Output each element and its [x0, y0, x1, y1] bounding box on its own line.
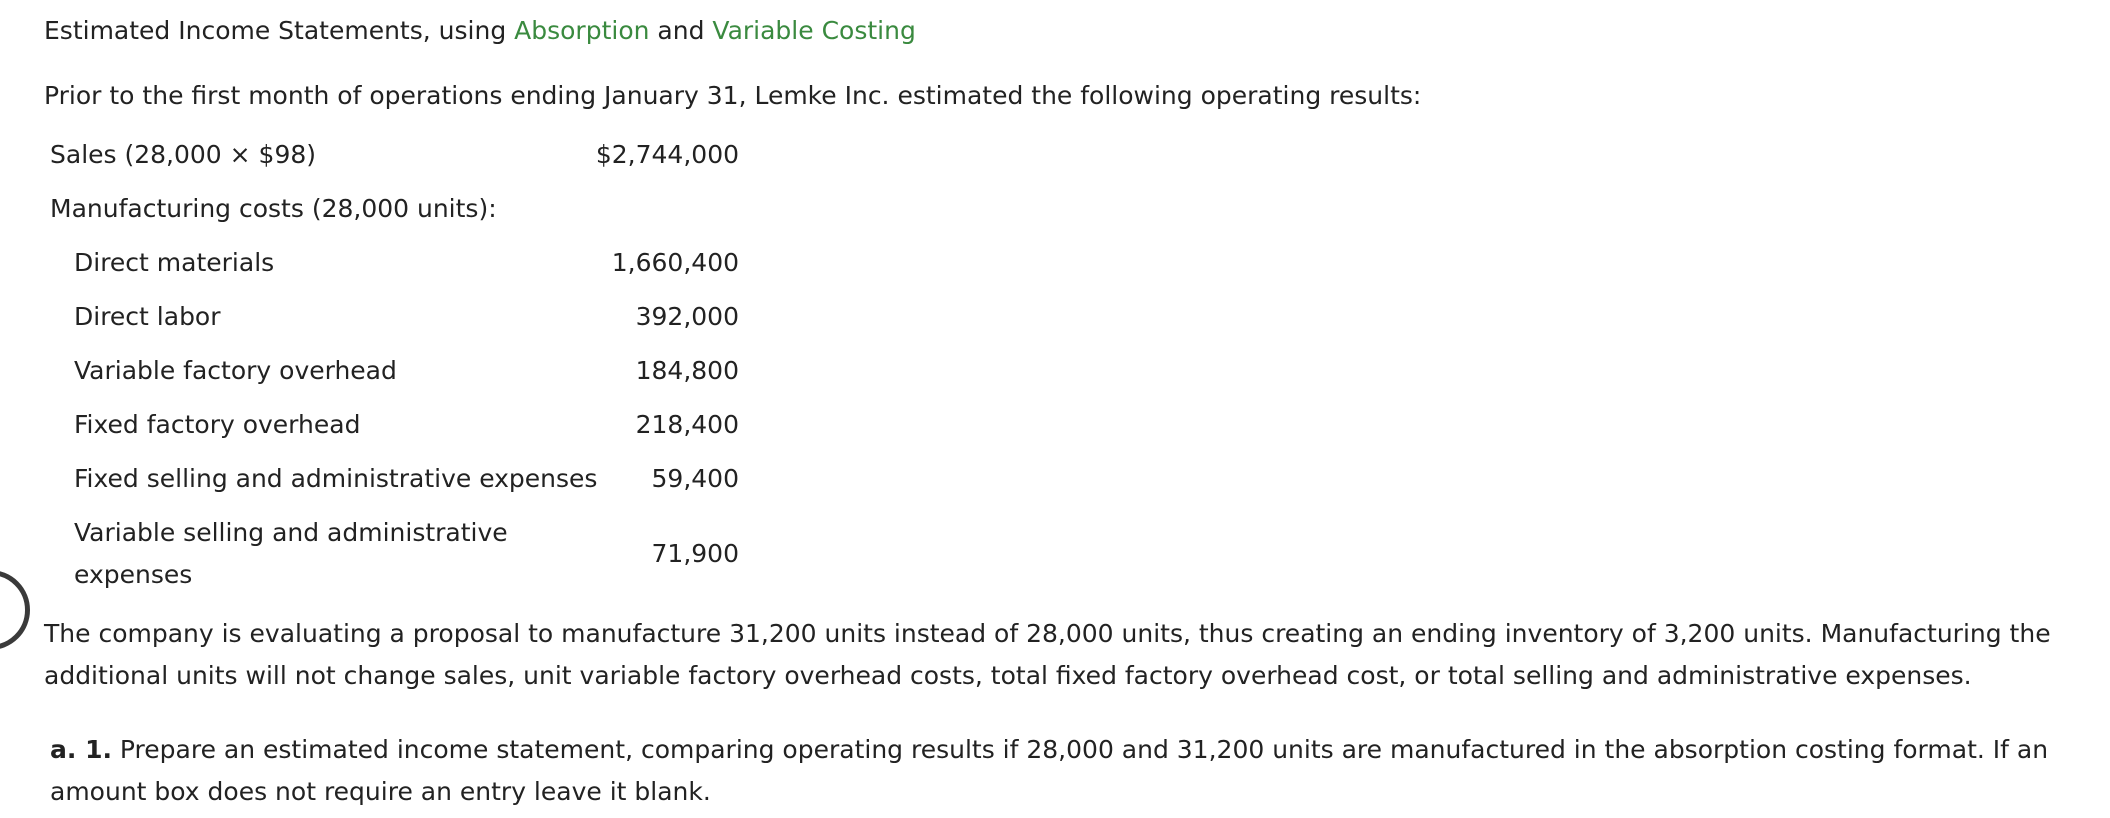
table-row-amount: 71,900 — [651, 539, 739, 568]
table-row-label: Fixed factory overhead — [74, 410, 361, 439]
intro-text: Prior to the first month of operations ending January 31, Lemke Inc. estimated the following operating results: — [44, 81, 1422, 110]
circle-decoration — [0, 570, 30, 650]
table-row-amount: 59,400 — [651, 464, 739, 493]
question-label: a. 1. — [50, 735, 112, 764]
page-title — [44, 10, 916, 52]
table-row-amount: 184,800 — [635, 356, 739, 385]
manufacturing-costs-label: Manufacturing costs (28,000 units): — [50, 194, 497, 223]
table-row-label-line1: Variable selling and administrative — [74, 518, 508, 547]
sales-amount: $2,744,000 — [595, 140, 739, 169]
absorption-link[interactable]: Absorption — [514, 16, 650, 45]
table-row-amount: 1,660,400 — [611, 248, 739, 277]
question-text: Prepare an estimated income statement, comparing operating results if 28,000 and 31,200 units are manufactured in the absorption costing format. If an amount box does not require an entry leave it blank. — [50, 735, 2049, 806]
table-row-label: Direct labor — [74, 302, 221, 331]
table-row-label-line2: expenses — [74, 560, 193, 589]
table-row-amount: 218,400 — [635, 410, 739, 439]
title-middle: and — [649, 16, 713, 45]
sales-label: Sales (28,000 × $98) — [50, 140, 317, 169]
table-row-label: Fixed selling and administrative expenses — [74, 464, 598, 493]
variable-costing-link[interactable]: Variable Costing — [712, 16, 916, 45]
table-row-label: Direct materials — [74, 248, 275, 277]
title-prefix: Estimated Income Statements, using — [44, 16, 515, 45]
question-a1 — [50, 729, 2090, 813]
table-row-label: Variable factory overhead — [74, 356, 397, 385]
proposal-paragraph: The company is evaluating a proposal to manufacture 31,200 units instead of 28,000 units, thus creating an ending inventory of 3,200 units. Manufacturing the additional units will not change sales, unit variable factory overhead costs, total fixed factory overhead cost, or total selling and administrative expenses. — [44, 619, 2051, 690]
table-row-amount: 392,000 — [635, 302, 739, 331]
